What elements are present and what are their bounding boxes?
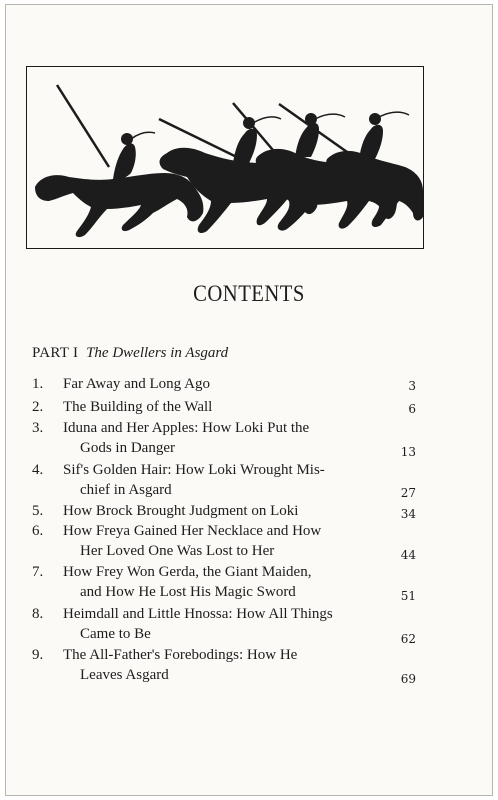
entry-number: 5. xyxy=(32,503,44,519)
entry-number: 1. xyxy=(32,376,44,392)
entry-title-line: How Brock Brought Judgment on Loki xyxy=(63,503,299,519)
entry-number: 9. xyxy=(32,647,44,663)
entry-number: 3. xyxy=(32,420,44,436)
entry-title-line: Heimdall and Little Hnossa: How All Things xyxy=(63,606,333,622)
entry-title-line: Iduna and Her Apples: How Loki Put the xyxy=(63,420,310,436)
entry-page-number: 34 xyxy=(400,507,416,521)
entry-page-number: 51 xyxy=(400,589,416,603)
entry-title-line: The All-Father's Forebodings: How He xyxy=(63,647,298,663)
toc-entry-8[interactable] xyxy=(6,604,494,648)
entry-title-line: Far Away and Long Ago xyxy=(63,376,210,392)
entry-number: 6. xyxy=(32,523,44,539)
entry-page-number: 3 xyxy=(408,379,416,393)
toc-entry-7[interactable] xyxy=(6,562,494,606)
illustration-frame xyxy=(26,66,424,249)
entry-title-line: The Building of the Wall xyxy=(63,399,213,415)
entry-number: 2. xyxy=(32,399,44,415)
entry-number: 7. xyxy=(32,564,44,580)
toc-entry-9[interactable] xyxy=(6,645,494,689)
entry-number: 4. xyxy=(32,462,44,478)
entry-title-line: chief in Asgard xyxy=(80,482,172,498)
part-name: The Dwellers in Asgard xyxy=(86,345,229,361)
entry-page-number: 13 xyxy=(400,445,416,459)
part-label: PART I xyxy=(32,345,79,361)
toc-entry-2[interactable] xyxy=(6,397,494,417)
entry-title-line: Gods in Danger xyxy=(80,440,175,456)
entry-title-line: Leaves Asgard xyxy=(80,667,169,683)
entry-title-line: Came to Be xyxy=(80,626,151,642)
entry-page-number: 44 xyxy=(400,548,416,562)
toc-entry-3[interactable] xyxy=(6,418,494,462)
entry-page-number: 27 xyxy=(400,486,416,500)
toc-entry-4[interactable] xyxy=(6,460,494,504)
entry-number: 8. xyxy=(32,606,44,622)
book-page xyxy=(5,4,493,796)
toc-entry-6[interactable] xyxy=(6,521,494,565)
toc-entry-1[interactable] xyxy=(6,374,494,394)
norse-riders-silhouette-icon xyxy=(27,67,423,247)
entry-page-number: 6 xyxy=(408,402,416,416)
contents-title: CONTENTS xyxy=(193,281,305,306)
entry-title-line: Her Loved One Was Lost to Her xyxy=(80,543,275,559)
entry-page-number: 62 xyxy=(400,632,416,646)
entry-title-line: Sif's Golden Hair: How Loki Wrought Mis- xyxy=(63,462,325,478)
entry-page-number: 69 xyxy=(400,672,416,686)
part-heading xyxy=(32,345,228,362)
entry-title-line: How Freya Gained Her Necklace and How xyxy=(63,523,322,539)
entry-title-line: How Frey Won Gerda, the Giant Maiden, xyxy=(63,564,312,580)
toc-entry-5[interactable] xyxy=(6,501,494,521)
entry-title-line: and How He Lost His Magic Sword xyxy=(80,584,296,600)
